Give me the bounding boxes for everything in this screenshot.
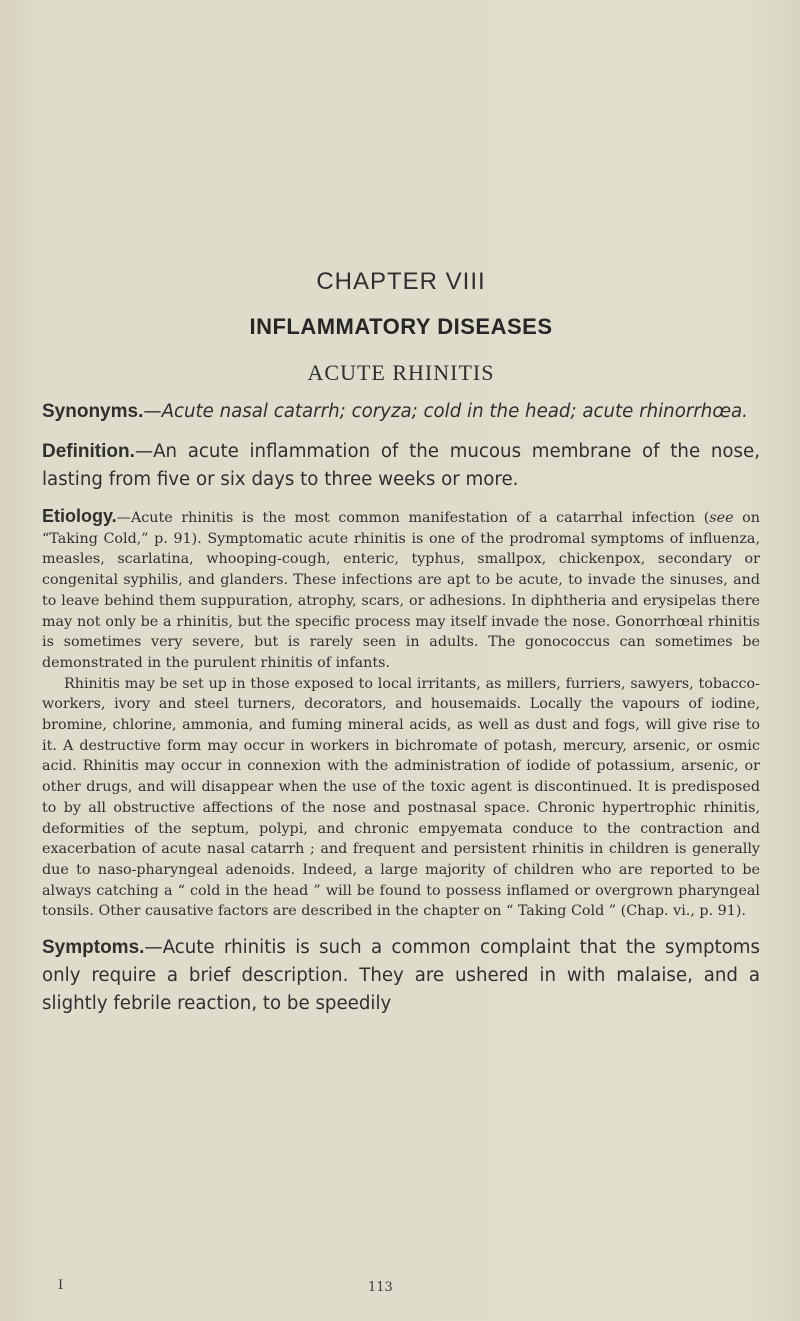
subsection-title: ACUTE RHINITIS bbox=[307, 360, 495, 385]
symptoms-heading: Symptoms. bbox=[42, 937, 145, 959]
etiology-see: see bbox=[709, 510, 734, 526]
text-block bbox=[42, 268, 760, 1030]
etiology-paragraph-1 bbox=[42, 506, 760, 674]
section-title: INFLAMMATORY DISEASES bbox=[249, 314, 553, 339]
symptoms-text: —Acute rhinitis is such a common complaint that the symptoms only require a brief description. They are ushered in with malaise, and a slightly febrile reaction, to be speedily bbox=[42, 937, 760, 1015]
definition-text: —An acute inflammation of the mucous membrane of the nose, lasting from five or six days to three weeks or more. bbox=[42, 441, 760, 490]
synonyms-paragraph bbox=[42, 398, 760, 426]
etiology-paragraph-2: Rhinitis may be set up in those exposed to local irritants, as millers, furriers, sawyers, tobacco-workers, ivory and steel turners, decorators, and housemaids. Locally the vapours of iodine, bromine, chlorine, ammonia, and fuming mineral acids, as well as dust and fogs, will give rise to it. A destructive form may occur in workers in bichromate of potash, mercury, arsenic, or osmic acid. Rhinitis may occur in connexion with the administration of iodide of potassium, arsenic, or other drugs, and will disappear when the use of the toxic agent is discontinued. It is predisposed to by all obstructive affections of the nose and postnasal space. Chronic hypertrophic rhinitis, deformities of the septum, polypi, and chronic empyemata conduce to the contraction and exacerbation of acute nasal catarrh ; and frequent and persistent rhinitis in children is generally due to naso-pharyngeal adenoids. Indeed, a large majority of children who are reported to be always catching a “ cold in the head ” will be found to possess inflamed or overgrown pharyngeal tonsils. Other causative factors are described in the chapter on “ Taking Cold ” (Chap. vi., p. 91). bbox=[42, 675, 760, 920]
definition-paragraph bbox=[42, 438, 760, 494]
page-number: 113 bbox=[368, 1280, 393, 1295]
synonyms-heading: Synonyms. bbox=[42, 401, 144, 422]
chapter-heading: CHAPTER VIII bbox=[316, 268, 486, 295]
symptoms-paragraph bbox=[42, 934, 760, 1018]
etiology-heading: Etiology. bbox=[42, 506, 117, 526]
signature-mark: I bbox=[58, 1278, 64, 1293]
synonyms-text: —Acute nasal catarrh; coryza; cold in the head; acute rhinorrhœa. bbox=[143, 401, 748, 422]
etiology-text-a: —Acute rhinitis is the most common manifestation of a catarrhal infection ( bbox=[116, 510, 710, 526]
etiology-text-b: on “Taking Cold,” p. 91). Symptomatic acute rhinitis is one of the prodromal symptoms of influenza, measles, scarlatina, whooping-cough, enteric, typhus, smallpox, chickenpox, secondary or congenital syphilis, and glanders. These infections are apt to be acute, to invade the sinuses, and to leave behind them suppuration, atrophy, scars, or adhesions. In diphtheria and erysipelas there may not only be a rhinitis, but the specific process may itself invade the nose. Gonorrhœal rhinitis is sometimes very severe, but is rarely seen in adults. The gonococcus can sometimes be demonstrated in the purulent rhinitis of infants. bbox=[42, 510, 760, 671]
definition-heading: Definition. bbox=[42, 441, 135, 462]
